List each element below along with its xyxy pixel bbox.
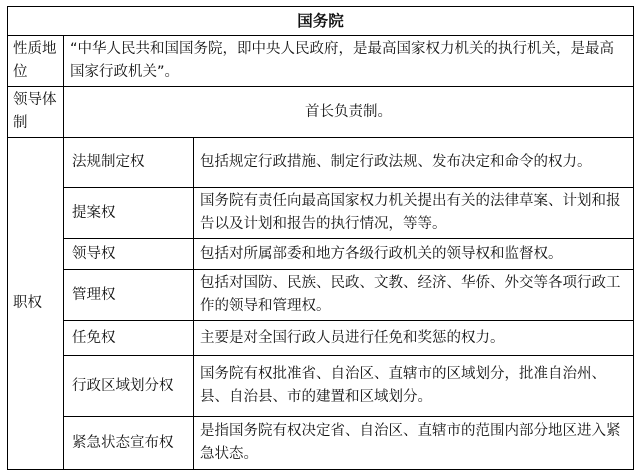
system-text: 首长负责制。 — [64, 87, 634, 138]
system-label: 领导体制 — [8, 87, 64, 138]
power-desc: 主要是对全国行政人员进行任免和奖惩的权力。 — [194, 321, 634, 356]
power-desc: 是指国务院有权决定省、自治区、直辖市的范围内部分地区进入紧急状态。 — [194, 417, 634, 470]
power-name: 领导权 — [64, 239, 194, 270]
table-row — [8, 138, 634, 188]
power-name: 紧急状态宣布权 — [64, 417, 194, 470]
state-council-table — [7, 6, 634, 470]
table-row — [8, 239, 634, 270]
table-row — [8, 87, 634, 138]
powers-label: 职权 — [8, 138, 64, 470]
table-row — [8, 270, 634, 321]
table-row — [8, 321, 634, 356]
power-desc: 包括对国防、民族、民政、文教、经济、华侨、外交等各项行政工作的领导和管理权。 — [194, 270, 634, 321]
power-name: 管理权 — [64, 270, 194, 321]
power-name: 提案权 — [64, 188, 194, 239]
table-title: 国务院 — [8, 7, 634, 36]
power-desc: 国务院有权批准省、自治区、直辖市的区域划分，批准自治州、县、自治县、市的建置和区域划分。 — [194, 356, 634, 417]
power-name: 行政区域划分权 — [64, 356, 194, 417]
table-row — [8, 356, 634, 417]
power-name: 法规制定权 — [64, 138, 194, 188]
power-name: 任免权 — [64, 321, 194, 356]
power-desc: 包括对所属部委和地方各级行政机关的领导权和监督权。 — [194, 239, 634, 270]
power-desc: 包括规定行政措施、制定行政法规、发布决定和命令的权力。 — [194, 138, 634, 188]
power-desc: 国务院有责任向最高国家权力机关提出有关的法律草案、计划和报告以及计划和报告的执行情况，等等。 — [194, 188, 634, 239]
table-row — [8, 417, 634, 470]
status-label: 性质地位 — [8, 36, 64, 87]
title-row — [8, 7, 634, 36]
table-row — [8, 36, 634, 87]
status-text: “中华人民共和国国务院，即中央人民政府，是最高国家权力机关的执行机关，是最高国家行政机关”。 — [64, 36, 634, 87]
table-row — [8, 188, 634, 239]
